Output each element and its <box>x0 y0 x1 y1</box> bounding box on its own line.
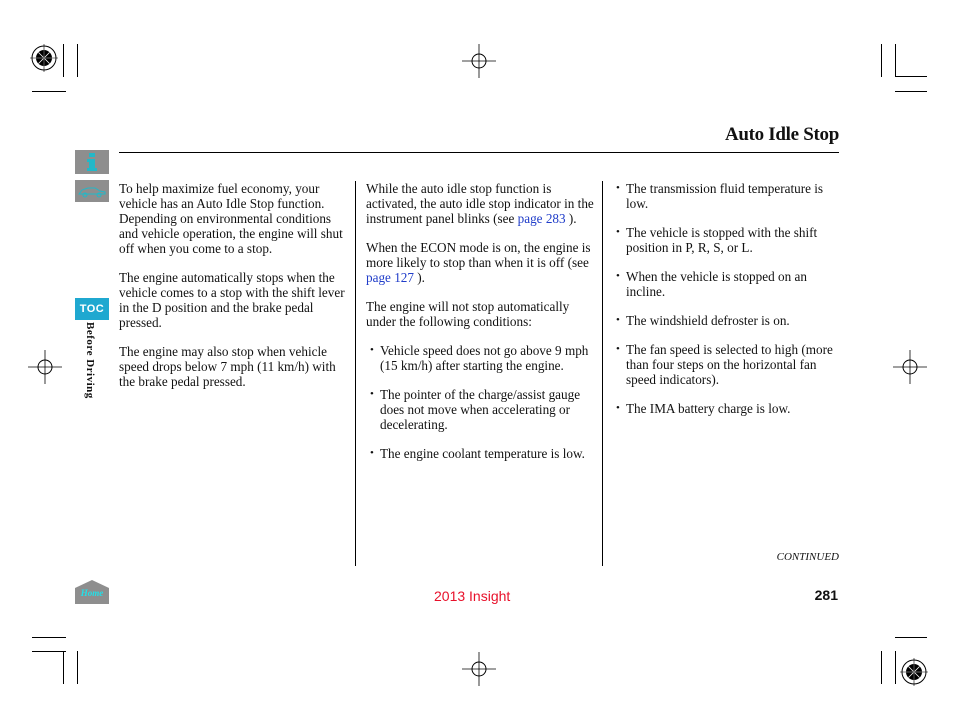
column-1 <box>119 181 349 403</box>
title-divider <box>119 152 839 153</box>
registration-target-icon <box>900 658 928 686</box>
text: ). <box>413 270 425 285</box>
model-name: 2013 Insight <box>434 588 511 604</box>
crosshair-icon <box>462 652 496 686</box>
index-button[interactable] <box>75 180 109 202</box>
info-button[interactable] <box>75 150 109 174</box>
paragraph <box>366 240 598 285</box>
section-label: Before Driving <box>84 322 96 399</box>
column-2 <box>366 181 598 475</box>
column-divider <box>355 181 356 566</box>
list-item: • The pointer of the charge/assist gauge does not move when accelerating or decelerating. <box>366 387 598 432</box>
list-item: • When the vehicle is stopped on an incline. <box>616 269 841 299</box>
crosshair-icon <box>462 44 496 78</box>
info-icon <box>85 153 99 171</box>
toc-button[interactable] <box>75 298 109 320</box>
condition-list <box>616 181 841 416</box>
home-button[interactable] <box>75 580 109 604</box>
crosshair-icon <box>28 350 62 384</box>
list-item: • The vehicle is stopped with the shift position in P, R, S, or L. <box>616 225 841 255</box>
paragraph: The engine automatically stops when the vehicle comes to a stop with the shift lever in the D position and the brake pedal pressed. <box>119 270 345 330</box>
paragraph: The engine may also stop when vehicle speed drops below 7 mph (11 km/h) with the brake pedal pressed. <box>119 344 336 389</box>
list-item: • Vehicle speed does not go above 9 mph (15 km/h) after starting the engine. <box>366 343 598 373</box>
list-item: • The IMA battery charge is low. <box>616 401 841 416</box>
list-item: • The engine coolant temperature is low. <box>366 446 598 461</box>
page-title: Auto Idle Stop <box>724 124 839 145</box>
text: When the ECON mode is on, the engine is more likely to stop than when it is off (see <box>366 240 591 270</box>
list-item: • The windshield defroster is on. <box>616 313 841 328</box>
page-127-link[interactable]: page 127 <box>366 270 414 285</box>
list-item: • The fan speed is selected to high (more than four steps on the horizontal fan speed indicators). <box>616 342 841 387</box>
paragraph <box>366 181 598 226</box>
text: While the auto idle stop function is activated, the auto idle stop indicator in the instrument panel blinks (see <box>366 181 594 226</box>
car-icon <box>77 184 107 198</box>
continued-label: CONTINUED <box>776 551 839 563</box>
home-label: Home <box>80 588 104 598</box>
page-number: 281 <box>814 587 838 603</box>
paragraph: To help maximize fuel economy, your vehicle has an Auto Idle Stop function. Depending on environmental conditions and vehicle operation, the engine will shut off when you come to a stop. <box>119 181 343 256</box>
paragraph: The engine will not stop automatically under the following conditions: <box>366 299 570 329</box>
text: ). <box>565 211 577 226</box>
condition-list <box>366 343 598 461</box>
column-3 <box>616 181 841 430</box>
list-item: • The transmission fluid temperature is low. <box>616 181 841 211</box>
column-divider <box>602 181 603 566</box>
page-283-link[interactable]: page 283 <box>517 211 566 226</box>
registration-target-icon <box>30 44 58 72</box>
crosshair-icon <box>893 350 927 384</box>
toc-label: TOC <box>79 303 105 315</box>
